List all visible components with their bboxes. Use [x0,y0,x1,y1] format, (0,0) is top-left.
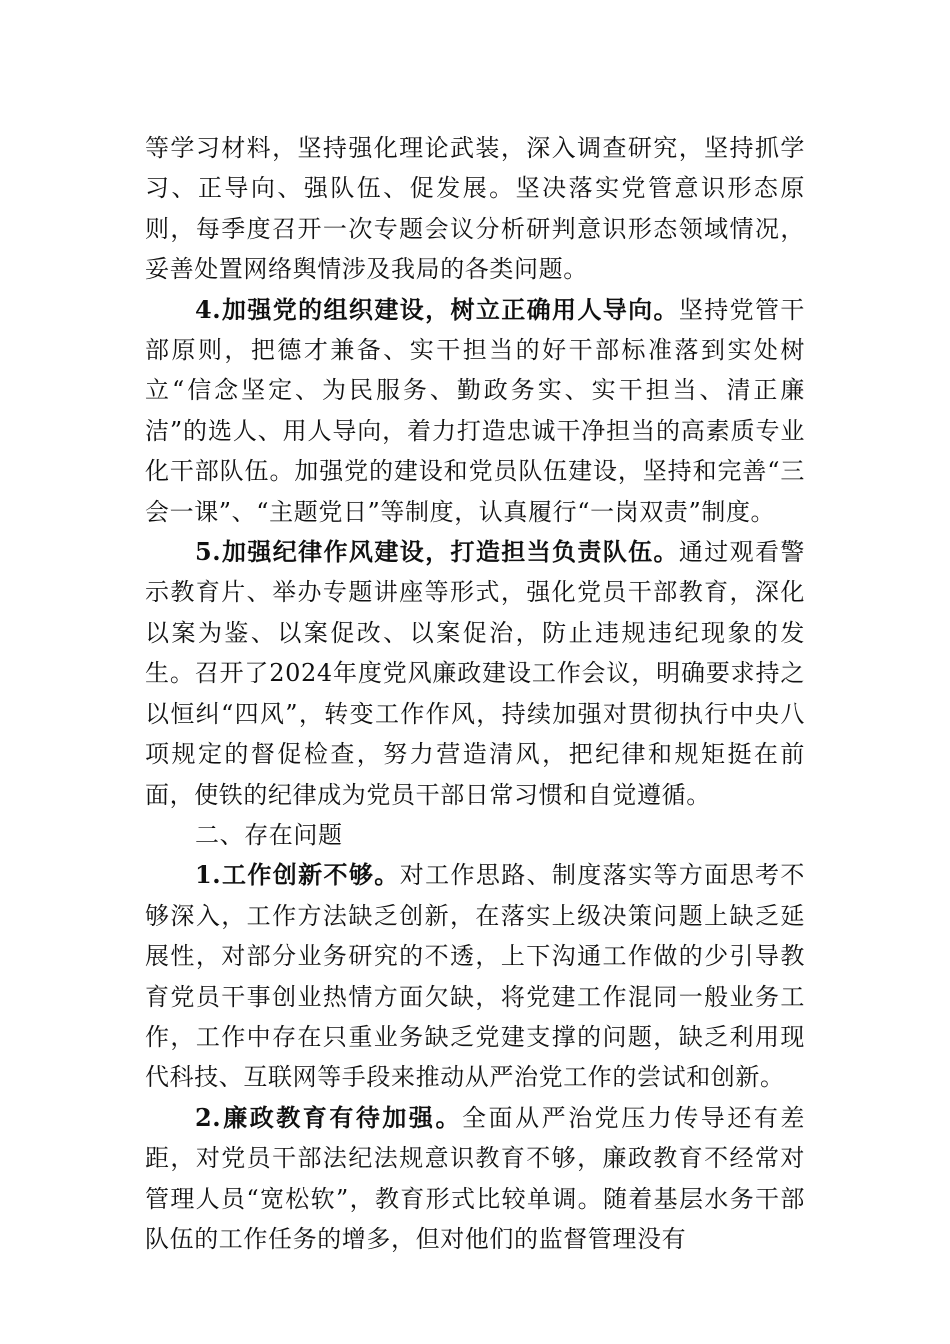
paragraph-lead: 5.加强纪律作风建设，打造担当负责队伍。 [195,537,679,567]
paragraph-problem-2 [145,1098,805,1260]
paragraph-text: 对工作思路、制度落实等方面思考不够深入，工作方法缺乏创新，在落实上级决策问题上缺乏延展性，对部分业务研究的不透，上下沟通工作做的少引导教育党员干事创业热情方面欠缺，将党建工作混同一般业务工作，工作中存在只重业务缺乏党建支撑的问题，缺乏利用现代科技、互联网等手段来推动从严治党工作的尝试和创新。 [145,861,805,1092]
document-body [145,128,805,1259]
paragraph-continuation [145,128,805,290]
paragraph-text: 坚持党管干部原则，把德才兼备、实干担当的好干部标准落到实处树立“信念坚定、为民服务、勤政务实、实干担当、清正廉洁”的选人、用人导向，着力打造忠诚干净担当的高素质专业化干部队伍。加强党的建设和党员队伍建设，坚持和完善“三会一课”、“主题党日”等制度，认真履行“一岗双责”制度。 [145,295,805,526]
paragraph-lead: 2.廉政教育有待加强。 [195,1102,462,1132]
paragraph-item-5 [145,532,805,815]
paragraph-lead: 4.加强党的组织建设，树立正确用人导向。 [195,294,679,324]
paragraph-text: 全面从严治党压力传导还有差距，对党员干部法纪法规意识教育不够，廉政教育不经常对管理人员“宽松软”，教育形式比较单调。随着基层水务干部队伍的工作任务的增多，但对他们的监督管理没有 [145,1103,805,1253]
paragraph-lead: 1.工作创新不够。 [195,860,400,890]
section-heading: 二、存在问题 [195,820,343,849]
paragraph-text: 通过观看警示教育片、举办专题讲座等形式，强化党员干部教育，深化以案为鉴、以案促改、以案促治，防止违规违纪现象的发生。召开了2024年度党风廉政建设工作会议，明确要求持之以恒纠“四风”，转变工作作风，持续加强对贯彻执行中央八项规定的督促检查，努力营造清风，把纪律和规矩挺在前面，使铁的纪律成为党员干部日常习惯和自觉遵循。 [145,538,805,809]
paragraph-problem-1 [145,855,805,1097]
paragraph-item-4 [145,290,805,532]
paragraph-text: 等学习材料，坚持强化理论武装，深入调查研究，坚持抓学习、正导向、强队伍、促发展。坚决落实党管意识形态原则，每季度召开一次专题会议分析研判意识形态领域情况，妥善处置网络舆情涉及我局的各类问题。 [145,134,805,284]
